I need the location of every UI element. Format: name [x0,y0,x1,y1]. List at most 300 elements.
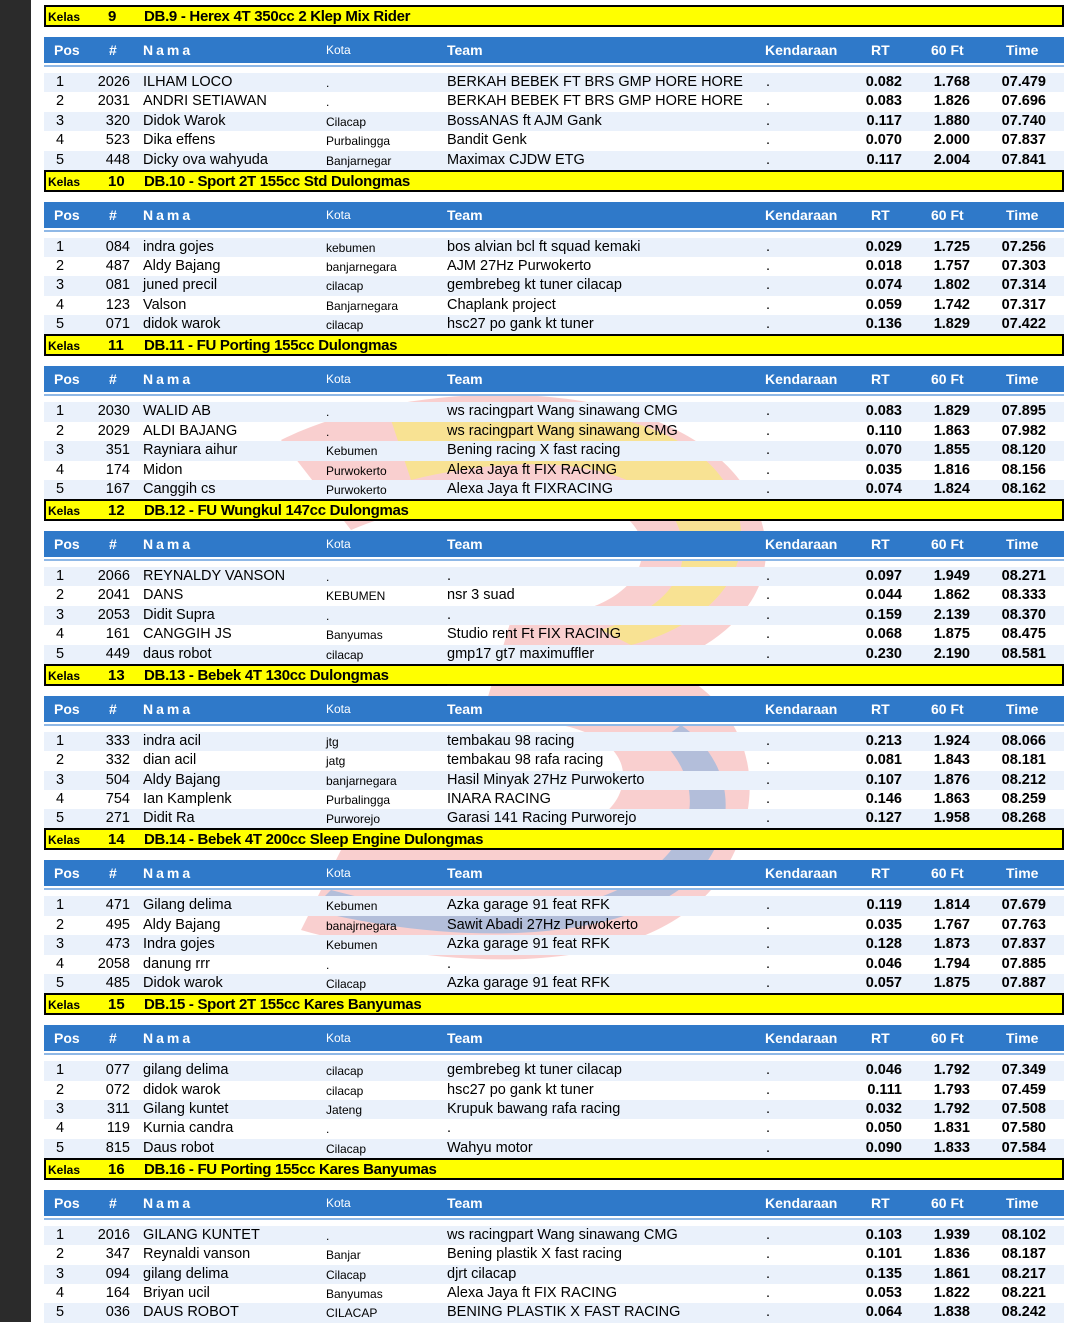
table-row [44,1245,1064,1264]
cell-pos: 2 [55,752,65,769]
cell-kota: Banyumas [326,1286,383,1301]
cell-kota: . [326,1122,330,1137]
cell-kota: . [326,76,330,90]
cell-ft: 1.880 [933,112,970,129]
cell-kend: . [766,1284,771,1301]
cell-time: 08.581 [1001,645,1046,662]
table-row [44,92,1064,111]
results-rows [44,238,1064,335]
column-header-no: # [109,1194,117,1211]
column-header-time: Time [1006,42,1039,58]
cell-kota: Banjarnegara [326,298,399,313]
cell-kend: . [766,112,771,129]
class-title: DB.9 - Herex 4T 350cc 2 Klep Mix Rider [144,8,411,25]
cell-team: Bening racing X fast racing [447,442,621,459]
column-header-kota: Kota [326,701,351,716]
results-rows [44,1061,1064,1158]
cell-kota: kebumen [326,240,376,255]
cell-rt: 0.103 [865,1226,902,1243]
cell-team: tembakau 98 rafa racing [447,752,604,769]
cell-rt: 0.070 [865,442,902,459]
table-row [44,151,1064,170]
cell-time: 07.895 [1001,403,1046,420]
cell-ft: 1.768 [933,74,970,90]
class-label: Kelas [48,668,81,683]
table-row [44,131,1064,150]
table-row [44,935,1064,954]
column-header-no: # [109,1030,117,1047]
cell-time: 08.217 [1001,1265,1046,1282]
table-header [44,1025,1064,1053]
table-row [44,1284,1064,1303]
results-rows [44,896,1064,993]
cell-no: 084 [105,238,130,255]
cell-rt: 0.074 [865,480,902,497]
cell-time: 08.271 [1001,568,1046,585]
table-row [44,238,1064,257]
cell-kend: . [766,1226,771,1243]
column-header-no: # [109,42,117,58]
column-header-nama: Nama [143,1030,194,1047]
table-row [44,315,1064,334]
cell-no: 320 [105,112,130,129]
cell-kend: . [766,403,771,420]
column-header-team: Team [447,536,483,553]
cell-ft: 1.826 [933,93,970,110]
cell-kend: . [766,752,771,769]
cell-rt: 0.057 [865,975,902,991]
cell-pos: 3 [55,771,65,788]
cell-time: 08.066 [1001,732,1046,749]
cell-ft: 2.004 [933,151,970,168]
column-header-rt: RT [871,206,890,223]
cell-kota: Cilacap [326,1141,367,1156]
cell-pos: 3 [55,606,65,623]
class-number: 15 [108,996,125,1014]
cell-team: Sawit Abadi 27Hz Purwokerto [447,916,639,933]
cell-kota: cilacap [326,1064,364,1079]
cell-kend: . [766,132,771,149]
column-header-nama: Nama [143,865,194,882]
cell-rt: 0.032 [865,1100,902,1117]
cell-ft: 1.875 [933,975,970,991]
cell-pos: 1 [55,74,65,90]
column-header-rt: RT [871,865,890,882]
cell-pos: 5 [55,480,65,497]
cell-pos: 5 [55,810,65,827]
cell-ft: 1.829 [933,403,970,420]
cell-rt: 0.127 [865,810,902,827]
cell-rt: 0.044 [865,587,902,604]
class-block [44,1158,1064,1323]
cell-rt: 0.146 [865,790,902,807]
cell-team: ws racingpart Wang sinawang CMG [447,422,678,439]
cell-no: 449 [105,645,130,662]
cell-kend: . [766,93,771,110]
cell-no: 167 [105,480,130,497]
cell-rt: 0.083 [865,403,902,420]
results-content [44,5,1064,1323]
cell-pos: 4 [55,955,65,972]
cell-kota: . [326,608,330,623]
cell-rt: 0.213 [865,732,902,749]
cell-kend: . [766,1120,771,1137]
cell-nama: WALID AB [143,403,211,420]
table-header [44,202,1064,230]
cell-pos: 2 [55,422,65,439]
cell-pos: 1 [55,238,65,255]
cell-ft: 1.792 [933,1062,970,1079]
cell-kend: . [766,975,771,991]
cell-time: 07.314 [1001,277,1046,294]
column-header-rt: RT [871,42,890,58]
cell-kota: Jateng [326,1102,363,1117]
cell-no: 081 [105,277,130,294]
cell-kend: . [766,732,771,749]
cell-team: . [447,1120,452,1137]
cell-kend: . [766,422,771,439]
cell-pos: 2 [55,1081,65,1098]
cell-nama: REYNALDY VANSON [143,568,286,585]
cell-pos: 5 [55,645,65,662]
cell-team: ws racingpart Wang sinawang CMG [447,403,678,420]
cell-pos: 5 [55,151,65,168]
table-header [44,366,1064,394]
cell-nama: Ian Kamplenk [143,790,232,807]
class-block [44,5,1064,170]
cell-no: 2041 [97,587,130,604]
cell-no: 036 [105,1304,130,1321]
column-header-ft60: 60 Ft [931,206,964,223]
cell-ft: 1.793 [933,1081,970,1098]
column-header-kota: Kota [326,537,351,552]
cell-team: . [447,568,452,585]
cell-nama: Dicky ova wahyuda [143,151,268,168]
table-row [44,751,1064,770]
column-header-no: # [109,536,117,553]
cell-kota: Kebumen [326,938,378,953]
cell-pos: 2 [55,258,65,275]
cell-pos: 1 [55,897,65,914]
cell-team: gembrebeg kt tuner cilacap [447,1062,622,1079]
cell-no: 504 [105,771,130,788]
cell-kota: Banjarnegar [326,153,392,168]
cell-pos: 3 [55,1265,65,1282]
cell-no: 754 [105,790,130,807]
cell-pos: 3 [55,442,65,459]
cell-no: 271 [105,810,130,827]
cell-kend: . [766,151,771,168]
cell-time: 08.120 [1001,442,1046,459]
column-header-kota: Kota [326,866,351,881]
class-number: 16 [108,1160,125,1178]
cell-nama: ILHAM LOCO [143,74,233,90]
cell-team: ws racingpart Wang sinawang CMG [447,1226,678,1243]
cell-time: 07.508 [1001,1100,1046,1117]
table-row [44,625,1064,644]
table-row [44,1226,1064,1245]
class-label: Kelas [48,998,81,1013]
cell-rt: 0.068 [865,626,902,643]
cell-nama: Briyan ucil [143,1284,210,1301]
cell-no: 2030 [97,403,130,420]
table-row [44,809,1064,828]
cell-time: 08.181 [1001,752,1046,769]
cell-ft: 1.833 [933,1139,970,1156]
column-header-no: # [109,865,117,882]
cell-team: Garasi 141 Racing Purworejo [447,810,637,827]
class-number: 11 [108,337,124,355]
cell-kota: cilacap [326,279,364,294]
cell-team: tembakau 98 racing [447,732,575,749]
column-header-kendaraan: Kendaraan [765,700,838,717]
column-header-no: # [109,700,117,717]
table-row [44,441,1064,460]
cell-team: Alexa Jaya ft FIX RACING [447,461,618,478]
class-title-bar [44,499,1064,521]
cell-time: 07.422 [1001,316,1046,333]
cell-pos: 2 [55,93,65,110]
cell-ft: 1.757 [933,258,970,275]
column-header-kota: Kota [326,372,351,387]
cell-kend: . [766,587,771,604]
cell-kend: . [766,790,771,807]
cell-no: 333 [105,732,130,749]
table-header [44,1190,1064,1218]
results-rows [44,73,1064,170]
cell-kend: . [766,626,771,643]
table-row [44,645,1064,664]
cell-ft: 1.875 [933,626,970,643]
column-header-kendaraan: Kendaraan [765,206,838,223]
class-title: DB.10 - Sport 2T 155cc Std Dulongmas [144,172,410,190]
cell-no: 2029 [97,422,130,439]
cell-kota: Kebumen [326,899,378,914]
class-number: 13 [108,666,125,684]
cell-rt: 0.101 [865,1246,902,1263]
column-header-nama: Nama [143,700,194,717]
cell-no: 448 [105,151,130,168]
cell-ft: 1.939 [933,1226,970,1243]
cell-kend: . [766,1100,771,1117]
cell-nama: GILANG KUNTET [143,1226,260,1243]
cell-team: bos alvian bcl ft squad kemaki [447,238,641,255]
cell-time: 07.679 [1001,897,1046,914]
column-header-pos: Pos [54,371,80,388]
cell-no: 123 [105,296,130,313]
cell-nama: CANGGIH JS [143,626,232,643]
cell-rt: 0.018 [865,258,902,275]
cell-nama: Gilang kuntet [143,1100,229,1117]
cell-rt: 0.117 [866,112,902,129]
class-title-bar [44,664,1064,686]
column-header-team: Team [447,1194,483,1211]
column-header-time: Time [1006,1194,1039,1211]
class-label: Kelas [48,339,81,354]
cell-time: 07.887 [1001,975,1046,991]
cell-kota: Banyumas [326,628,383,643]
column-header-kendaraan: Kendaraan [765,371,838,388]
cell-rt: 0.083 [865,93,902,110]
cell-kota: banjarnegara [326,773,397,788]
cell-rt: 0.097 [865,568,902,585]
column-header-team: Team [447,206,483,223]
class-number: 10 [108,172,125,190]
cell-no: 077 [105,1062,130,1079]
column-header-team: Team [447,1030,483,1047]
cell-no: 2058 [97,955,130,972]
class-block [44,334,1064,499]
table-row [44,732,1064,751]
cell-rt: 0.107 [865,771,902,788]
cell-kend: . [766,461,771,478]
table-row [44,1061,1064,1080]
cell-kend: . [766,258,771,275]
cell-kend: . [766,955,771,972]
column-header-nama: Nama [143,206,194,223]
cell-rt: 0.029 [865,238,902,255]
cell-kota: banjarnegara [326,260,397,275]
cell-team: Bandit Genk [447,132,527,149]
column-header-team: Team [447,42,483,58]
table-row [44,422,1064,441]
class-label: Kelas [48,174,81,189]
cell-kend: . [766,1246,771,1263]
cell-nama: juned precil [143,277,218,294]
cell-nama: dian acil [143,752,197,769]
cell-kota: Kebumen [326,444,378,459]
class-title-bar [44,1158,1064,1180]
cell-team: Studio rent Ft FIX RACING [447,626,622,643]
cell-kend: . [766,606,771,623]
results-rows [44,732,1064,829]
table-header [44,531,1064,559]
cell-time: 07.885 [1001,955,1046,972]
table-row [44,606,1064,625]
cell-kend: . [766,916,771,933]
cell-kota: . [326,1228,330,1243]
cell-team: nsr 3 suad [447,587,515,604]
column-header-nama: Nama [143,1194,194,1211]
cell-team: Azka garage 91 feat RFK [447,897,610,914]
cell-team: Azka garage 91 feat RFK [447,936,610,953]
cell-ft: 2.190 [933,645,970,662]
column-header-ft60: 60 Ft [931,371,964,388]
column-header-pos: Pos [54,865,80,882]
cell-time: 08.102 [1001,1226,1046,1243]
table-header [44,696,1064,724]
cell-ft: 1.816 [933,461,970,478]
cell-ft: 1.824 [933,480,970,497]
cell-nama: danung rrr [143,955,210,972]
cell-team: BERKAH BEBEK FT BRS GMP HORE HORE [447,74,743,90]
cell-nama: Didit Ra [143,810,195,827]
class-title-bar [44,993,1064,1015]
table-row [44,112,1064,131]
cell-time: 07.479 [1001,74,1046,90]
cell-rt: 0.110 [866,422,902,439]
cell-no: 311 [106,1100,130,1117]
cell-rt: 0.111 [867,1081,902,1098]
cell-nama: gilang delima [143,1265,229,1282]
cell-ft: 1.792 [933,1100,970,1117]
cell-no: 351 [105,442,130,459]
column-header-time: Time [1006,865,1039,882]
cell-kend: . [766,74,771,90]
table-row [44,257,1064,276]
cell-ft: 1.838 [933,1304,970,1321]
cell-no: 2016 [97,1226,130,1243]
class-title: DB.12 - FU Wungkul 147cc Dulongmas [144,502,409,520]
cell-kend: . [766,442,771,459]
cell-rt: 0.046 [865,955,902,972]
cell-nama: didok warok [143,1081,221,1098]
cell-pos: 1 [55,732,65,749]
cell-nama: Didok warok [143,975,223,991]
cell-team: . [447,955,452,972]
cell-kota: jtg [326,734,339,749]
class-title: DB.13 - Bebek 4T 130cc Dulongmas [144,666,389,684]
table-row [44,955,1064,974]
cell-no: 2053 [97,606,130,623]
column-header-kendaraan: Kendaraan [765,1030,838,1047]
cell-pos: 1 [55,1226,65,1243]
column-header-no: # [109,206,117,223]
cell-pos: 4 [55,626,65,643]
cell-nama: ANDRI SETIAWAN [143,93,267,110]
column-header-rt: RT [871,1030,890,1047]
cell-time: 07.837 [1001,936,1046,953]
cell-kend: . [766,1139,771,1156]
column-header-ft60: 60 Ft [931,42,964,58]
table-row [44,1139,1064,1158]
cell-pos: 2 [55,916,65,933]
cell-time: 08.187 [1001,1246,1046,1263]
cell-kend: . [766,1081,771,1098]
cell-rt: 0.074 [865,277,902,294]
cell-rt: 0.081 [865,752,902,769]
table-row [44,916,1064,935]
cell-team: Alexa Jaya ft FIXRACING [447,480,613,497]
cell-no: 815 [105,1139,130,1156]
cell-nama: DANS [143,587,184,604]
cell-no: 523 [105,132,130,149]
column-header-ft60: 60 Ft [931,536,964,553]
cell-pos: 5 [55,1304,65,1321]
cell-kend: . [766,645,771,662]
cell-time: 07.982 [1001,422,1046,439]
cell-no: 071 [105,316,130,333]
cell-ft: 2.139 [933,606,970,623]
column-header-rt: RT [871,536,890,553]
cell-time: 08.212 [1001,771,1046,788]
cell-ft: 1.863 [933,422,970,439]
column-header-time: Time [1006,371,1039,388]
cell-nama: Aldy Bajang [143,916,221,933]
cell-rt: 0.135 [865,1265,902,1282]
cell-kend: . [766,897,771,914]
cell-nama: Daus robot [143,1139,214,1156]
class-label: Kelas [48,10,81,24]
cell-ft: 1.836 [933,1246,970,1263]
cell-nama: indra gojes [143,238,214,255]
cell-pos: 5 [55,316,65,333]
column-header-nama: Nama [143,42,194,58]
cell-ft: 1.725 [933,238,970,255]
class-title: DB.11 - FU Porting 155cc Dulongmas [144,337,398,355]
cell-kend: . [766,316,771,333]
cell-pos: 3 [55,112,65,129]
